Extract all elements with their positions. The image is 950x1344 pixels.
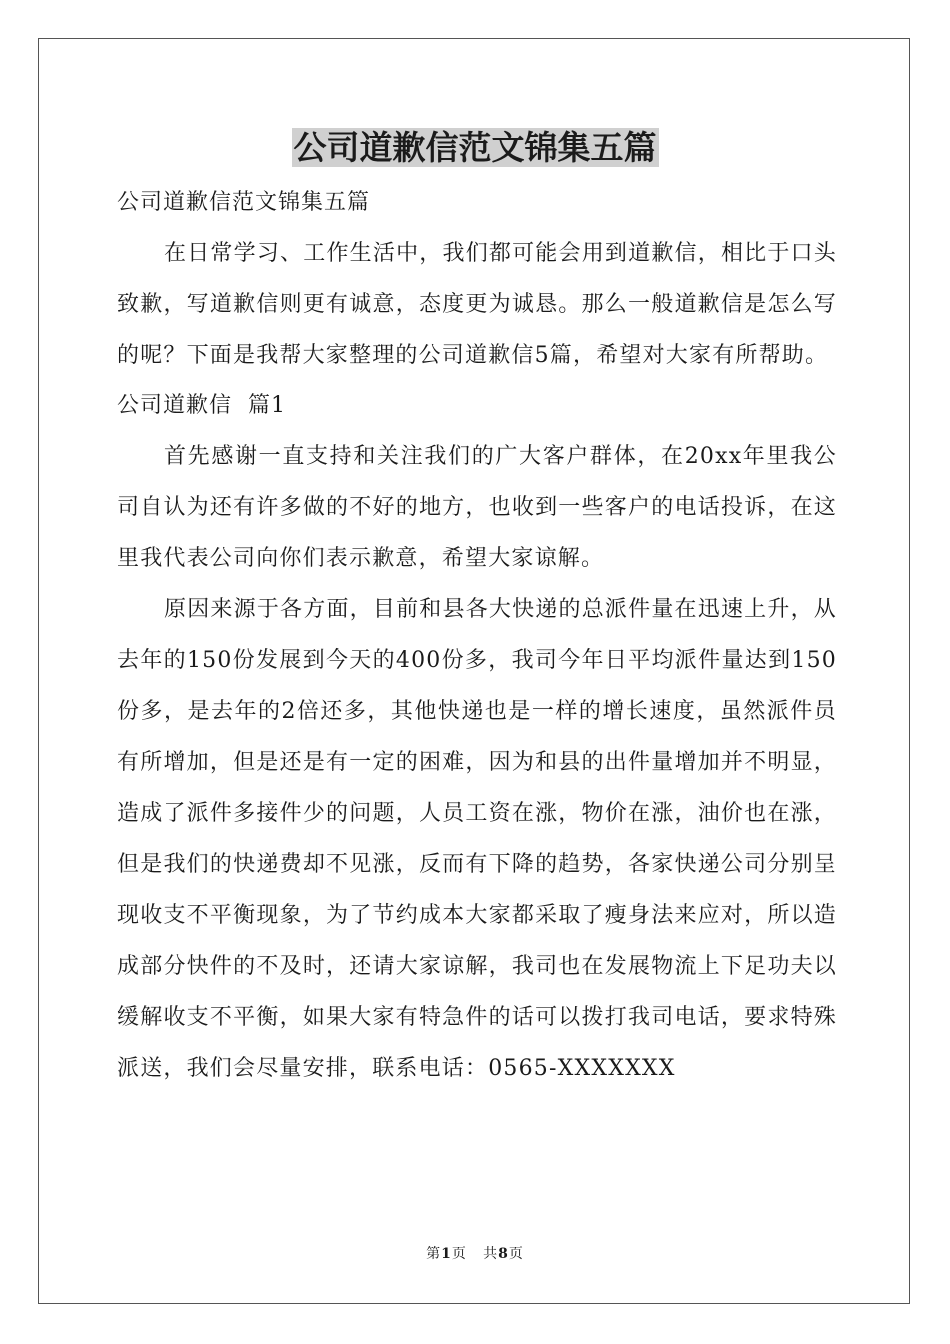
body-paragraph-2: 原因来源于各方面，目前和县各大快递的总派件量在迅速上升，从去年的150份发展到今天的400份多，我司今年日平均派件量达到150份多，是去年的2倍还多，其他快递也是一样的增长速度，虽然派件员有所增加，但是还是有一定的困难，因为和县的出件量增加并不明显，造成了派件多接件少的问题，人员工资在涨，物价在涨，油价也在涨，但是我们的快递费却不见涨，反而有下降的趋势，各家快递公司分别呈现收支不平衡现象，为了节约成本大家都采取了瘦身法来应对，所以造成部分快件的不及时，还请大家谅解，我司也在发展物流上下足功夫以缓解收支不平衡，如果大家有特急件的话可以拨打我司电话，要求特殊派送，我们会尽量安排，联系电话：0565-XXXXXXX	[117, 597, 837, 1081]
intro-paragraph: 在日常学习、工作生活中，我们都可能会用到道歉信，相比于口头致歉，写道歉信则更有诚意，态度更为诚恳。那么一般道歉信是怎么写的呢？下面是我帮大家整理的公司道歉信5篇，希望对大家有所帮助。	[117, 241, 837, 368]
document-title	[0, 124, 950, 172]
document-subtitle: 公司道歉信范文锦集五篇	[117, 190, 371, 215]
total-label-prefix: 共	[483, 1246, 499, 1262]
page-total: 8	[498, 1246, 509, 1262]
document-body	[117, 178, 837, 1094]
page-footer	[0, 1244, 950, 1264]
page-label-prefix: 第	[426, 1246, 442, 1262]
section-heading: 公司道歉信 篇1	[117, 393, 286, 418]
page-current: 1	[441, 1246, 452, 1262]
body-paragraph-1: 首先感谢一直支持和关注我们的广大客户群体，在20xx年里我公司自认为还有许多做的不好的地方，也收到一些客户的电话投诉，在这里我代表公司向你们表示歉意，希望大家谅解。	[117, 444, 837, 571]
page-label-suffix: 页	[451, 1246, 467, 1262]
total-label-suffix: 页	[508, 1246, 524, 1262]
document-title-text: 公司道歉信范文锦集五篇	[293, 128, 657, 167]
